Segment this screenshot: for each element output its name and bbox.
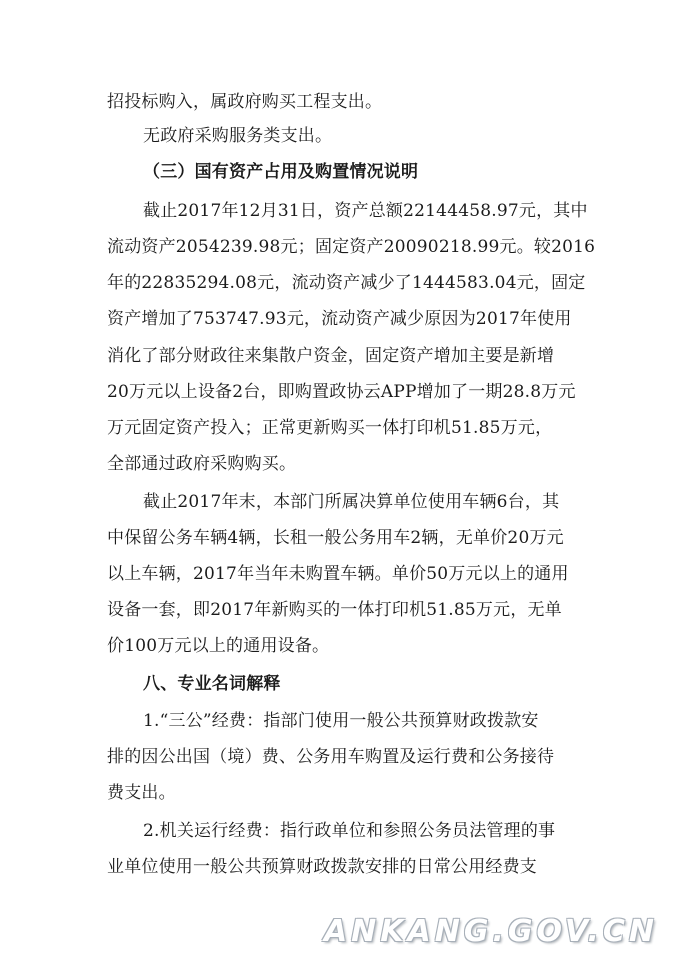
text-line: 全部通过政府采购购买。 <box>107 454 297 474</box>
text-line: 截止2017年末，本部门所属决算单位使用车辆6台，其 <box>143 492 560 512</box>
text-line: 流动资产2054239.98元；固定资产20090218.99元。较2016 <box>107 237 596 257</box>
text-line: 年的22835294.08元，流动资产减少了1444583.04元，固定 <box>107 273 586 293</box>
text-line: 2.机关运行经费：指行政单位和参照公务员法管理的事 <box>143 821 556 841</box>
text-line: 费支出。 <box>107 783 176 803</box>
text-line: 招投标购入，属政府购买工程支出。 <box>107 92 383 112</box>
text-line: 万元固定资产投入；正常更新购买一体打印机51.85万元， <box>107 418 553 438</box>
text-line: 以上车辆，2017年当年未购置车辆。单价50万元以上的通用 <box>107 564 569 584</box>
text-line: 1.“三公”经费：指部门使用一般公共预算财政拨款安 <box>143 711 539 731</box>
site-watermark: ANKANG.GOV.CN <box>323 914 658 949</box>
text-line: 价100万元以上的通用设备。 <box>107 636 330 656</box>
text-line: 设备一套，即2017年新购买的一体打印机51.85万元，无单 <box>107 600 562 620</box>
section-heading: 八、专业名词解释 <box>143 674 281 694</box>
text-line: 业单位使用一般公共预算财政拨款安排的日常公用经费支 <box>107 857 537 877</box>
text-line: 20万元以上设备2台，即购置政协云APP增加了一期28.8万元 <box>107 382 576 402</box>
text-line: 资产增加了753747.93元，流动资产减少原因为2017年使用 <box>107 309 572 329</box>
text-line: 无政府采购服务类支出。 <box>143 126 333 146</box>
text-line: 排的因公出国（境）费、公务用车购置及运行费和公务接待 <box>107 747 555 767</box>
text-line: 截止2017年12月31日，资产总额22144458.97元，其中 <box>143 201 588 221</box>
text-line: 中保留公务车辆4辆，长租一般公务用车2辆，无单价20万元 <box>107 528 564 548</box>
text-line: 消化了部分财政往来集散户资金，固定资产增加主要是新增 <box>107 346 555 366</box>
section-heading: （三）国有资产占用及购置情况说明 <box>143 162 419 182</box>
